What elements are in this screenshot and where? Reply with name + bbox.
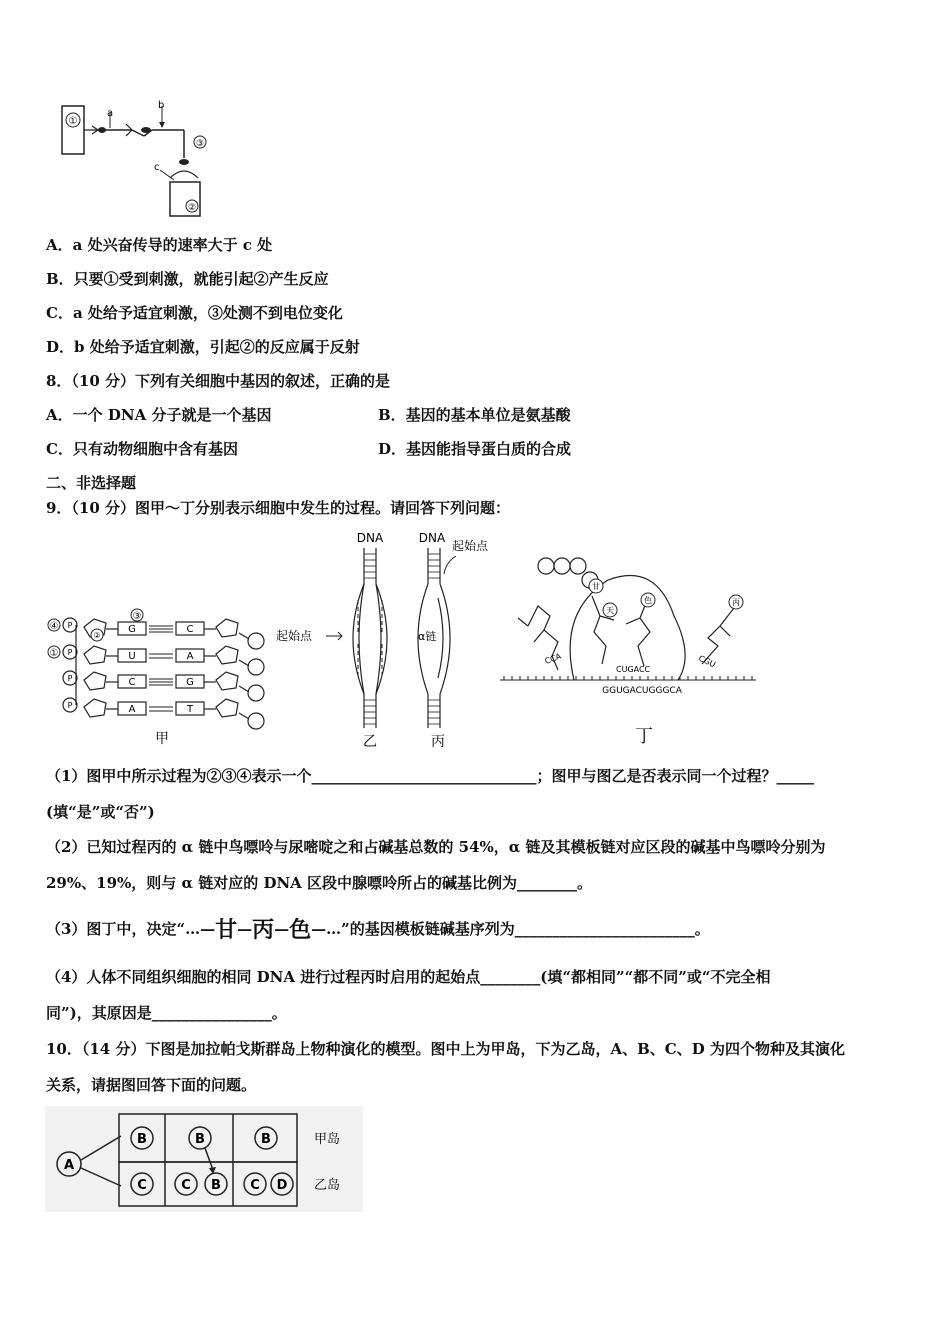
phosphate-label: P: [67, 648, 73, 657]
phosphate-label: P: [67, 621, 73, 630]
base-right: A: [186, 651, 194, 662]
species-b: B: [137, 1132, 147, 1147]
species-b: B: [211, 1178, 221, 1193]
q7-option-c: C．a 处给予适宜刺激，③处测不到电位变化: [46, 304, 343, 322]
q9-part1: （1）图甲中所示过程为②③④表示一个______________________________；图甲与图乙是否表示同一个过程？_____: [46, 767, 814, 785]
q7-option-b: B．只要①受到刺激，就能引起②产生反应: [46, 270, 329, 288]
q7-option-a: A．a 处兴奋传导的速率大于 c 处: [46, 236, 273, 254]
circle-4: ④: [49, 621, 59, 632]
circle-3: ③: [132, 611, 142, 622]
circle-2: ②: [93, 631, 101, 640]
q9-part3-post: —…”的基因模板链碱基序列为________________________。: [311, 920, 710, 938]
alpha-chain-label: α链: [418, 630, 437, 643]
q8-stem: 8．（10 分）下列有关细胞中基因的叙述，正确的是: [46, 372, 391, 390]
q9-part3: （3）图丁中，决定“…—甘—丙—色—…”的基因模板链碱基序列为________________________。: [46, 917, 710, 943]
species-c: C: [250, 1178, 260, 1193]
glyph-label: 丙: [252, 917, 275, 943]
q9-part2-cont: 29%、19%，则与 α 链对应的 DNA 区段中腺嘌呤所占的碱基比例为________。: [46, 874, 593, 892]
caption-bing: 丙: [431, 734, 445, 750]
q9-part1-note: (填“是”或“否”): [46, 803, 155, 821]
q9-part4: （4）人体不同组织细胞的相同 DNA 进行过程丙时启用的起始点________(填“都相同”“都不同”或“不完全相: [46, 968, 771, 986]
section-heading: 二、非选择题: [46, 474, 137, 492]
figure-ding: [498, 546, 760, 750]
species-b: B: [195, 1132, 205, 1147]
phosphate-label: P: [67, 674, 73, 683]
anticodon-label: CGU: [697, 653, 717, 670]
origin-label: 起始点: [452, 539, 489, 553]
island-jia-label: 甲岛: [313, 1132, 341, 1147]
amino-acid-label: 天: [606, 606, 614, 615]
q10-stem: 10．（14 分）下图是加拉帕戈斯群岛上物种演化的模型。图中上为甲岛，下为乙岛，A、B、C、D 为四个物种及其演化: [46, 1040, 845, 1058]
amino-acid-label: 色: [644, 596, 652, 605]
figure-jia: [44, 605, 270, 750]
q8-option-b: B．基因的基本单位是氨基酸: [378, 406, 571, 424]
phosphate-label: P: [67, 701, 73, 710]
label-b: b: [158, 100, 165, 111]
species-c: C: [137, 1178, 147, 1193]
base-left: U: [128, 651, 136, 662]
dna-label: DNA: [418, 531, 446, 545]
q8-option-d: D．基因能指导蛋白质的合成: [378, 440, 572, 458]
island-evolution-diagram: [45, 1106, 363, 1212]
anticodon-label: CUGACC: [616, 665, 651, 674]
species-a: A: [63, 1158, 75, 1173]
label-a: a: [107, 108, 114, 119]
base-left: G: [128, 624, 136, 635]
reflex-arc-diagram: [52, 100, 222, 222]
q10-stem-cont: 关系，请据图回答下面的问题。: [46, 1076, 257, 1094]
caption-yi: 乙: [363, 734, 377, 750]
base-left: C: [128, 677, 136, 688]
q9-part3-pre: （3）图丁中，决定“…—: [46, 920, 216, 938]
q9-part2: （2）已知过程丙的 α 链中鸟嘌呤与尿嘧啶之和占碱基总数的 54%，α 链及其模板链对应区段的碱基中鸟嘌呤分别为: [46, 838, 826, 856]
label-3: ③: [195, 139, 205, 149]
amino-acid-label: 丙: [732, 598, 740, 607]
amino-acid-label: 甘: [592, 582, 600, 591]
anticodon-label: CCA: [543, 651, 563, 666]
figure-yi: [276, 528, 396, 750]
q8-option-a: A．一个 DNA 分子就是一个基因: [46, 406, 272, 424]
q9-stem: 9．（10 分）图甲～丁分别表示细胞中发生的过程。请回答下列问题：: [46, 499, 511, 517]
glyph-label: 色: [289, 917, 312, 943]
base-right: T: [186, 704, 194, 715]
mrna-sequence: GGUGACUGGGCA: [602, 686, 682, 696]
island-yi-label: 乙岛: [313, 1178, 341, 1193]
base-right: C: [186, 624, 194, 635]
glyph-label: 甘: [215, 917, 238, 943]
figure-bing: [408, 528, 500, 750]
dna-label: DNA: [356, 531, 384, 545]
base-right: G: [186, 677, 194, 688]
species-b: B: [261, 1132, 271, 1147]
species-c: C: [181, 1178, 191, 1193]
caption-ding: 丁: [635, 726, 653, 747]
base-left: A: [128, 704, 136, 715]
label-1: ①: [68, 116, 78, 127]
circle-1: ①: [49, 648, 59, 659]
q7-option-d: D．b 处给予适宜刺激，引起②的反应属于反射: [46, 338, 360, 356]
caption-jia: 甲: [155, 731, 169, 747]
origin-label: 起始点: [276, 629, 313, 643]
q8-option-c: C．只有动物细胞中含有基因: [46, 440, 238, 458]
species-d: D: [276, 1178, 288, 1193]
label-2: ②: [187, 203, 197, 213]
q9-part4-cont: 同”)，其原因是________________。: [46, 1004, 287, 1022]
label-c: c: [154, 162, 160, 173]
